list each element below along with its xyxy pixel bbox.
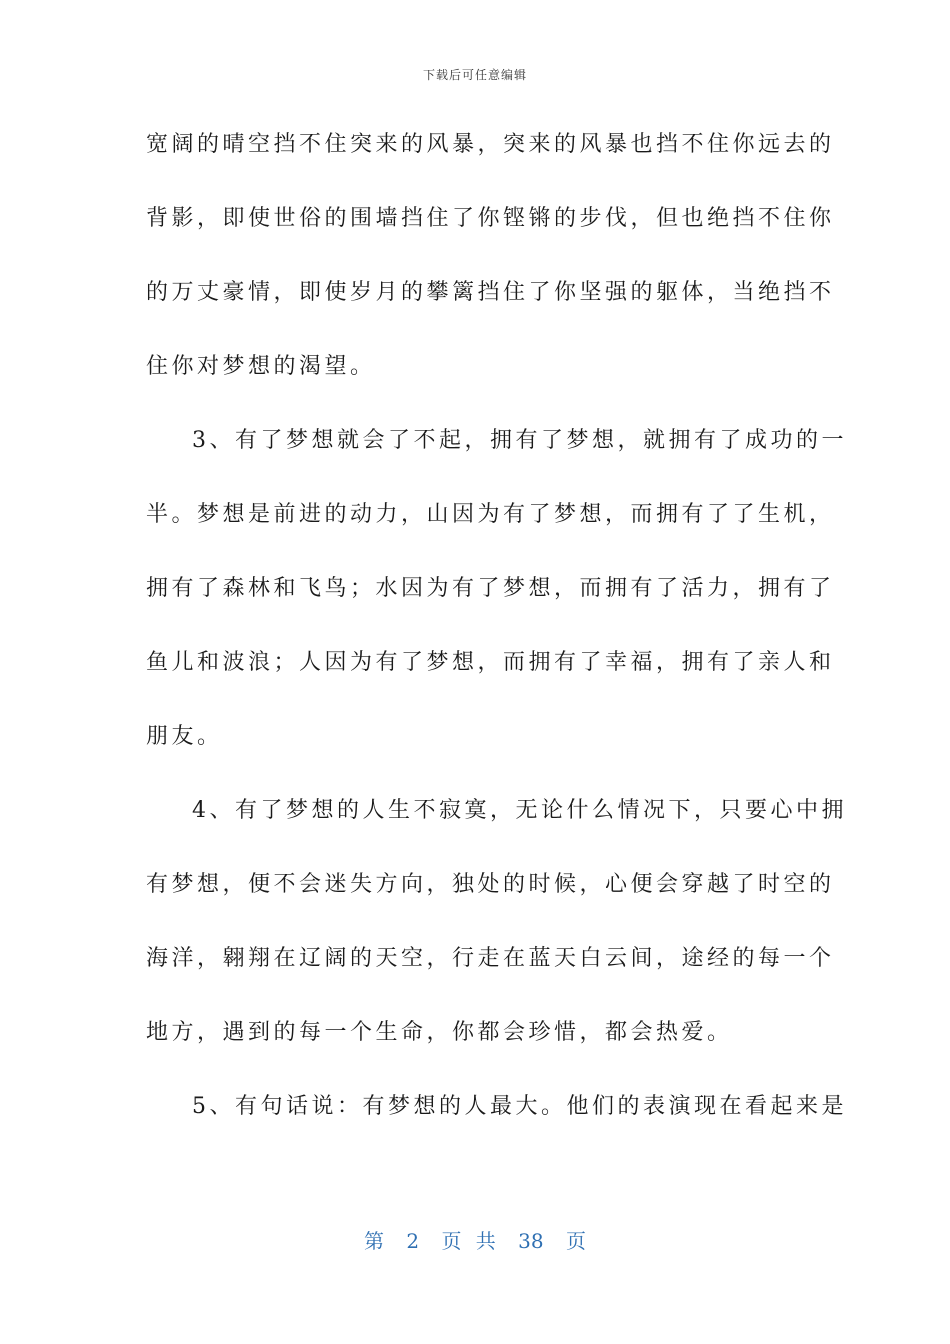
text-line: 的万丈豪情，即使岁月的攀篱挡住了你坚强的躯体，当绝挡不 <box>146 280 835 305</box>
footer-middle: 页 共 <box>441 1229 496 1253</box>
text-line: 朋友。 <box>146 724 223 749</box>
text-line: 拥有了森林和飞鸟；水因为有了梦想，而拥有了活力，拥有了 <box>146 576 835 601</box>
current-page-number: 2 <box>406 1229 420 1253</box>
footer-prefix: 第 <box>364 1229 384 1253</box>
text-line: 半。梦想是前进的动力，山因为有了梦想，而拥有了了生机， <box>146 502 835 527</box>
text-line: 住你对梦想的渴望。 <box>146 354 376 379</box>
footer-suffix: 页 <box>565 1229 586 1253</box>
paragraph-3-first-line: 3、有了梦想就会了不起，拥有了梦想，就拥有了成功的一 <box>192 428 847 453</box>
text-line: 地方，遇到的每一个生命，你都会珍惜，都会热爱。 <box>146 1020 733 1045</box>
document-body <box>146 124 847 1160</box>
page-number-footer <box>0 1225 950 1254</box>
total-page-count: 38 <box>518 1229 544 1253</box>
header-note: 下载后可任意编辑 <box>422 68 527 82</box>
text-line: 鱼儿和波浪；人因为有了梦想，而拥有了幸福，拥有了亲人和 <box>146 650 835 675</box>
paragraph-4-first-line: 4、有了梦想的人生不寂寞，无论什么情况下，只要心中拥 <box>192 798 847 823</box>
text-line: 背影，即使世俗的围墙挡住了你铿锵的步伐，但也绝挡不住你 <box>146 206 835 231</box>
text-line: 有梦想，便不会迷失方向，独处的时候，心便会穿越了时空的 <box>146 872 835 897</box>
text-line: 海洋，翱翔在辽阔的天空，行走在蓝天白云间，途经的每一个 <box>146 946 835 971</box>
paragraph-5-first-line: 5、有句话说：有梦想的人最大。他们的表演现在看起来是 <box>192 1094 847 1119</box>
text-line: 宽阔的晴空挡不住突来的风暴，突来的风暴也挡不住你远去的 <box>146 132 835 157</box>
